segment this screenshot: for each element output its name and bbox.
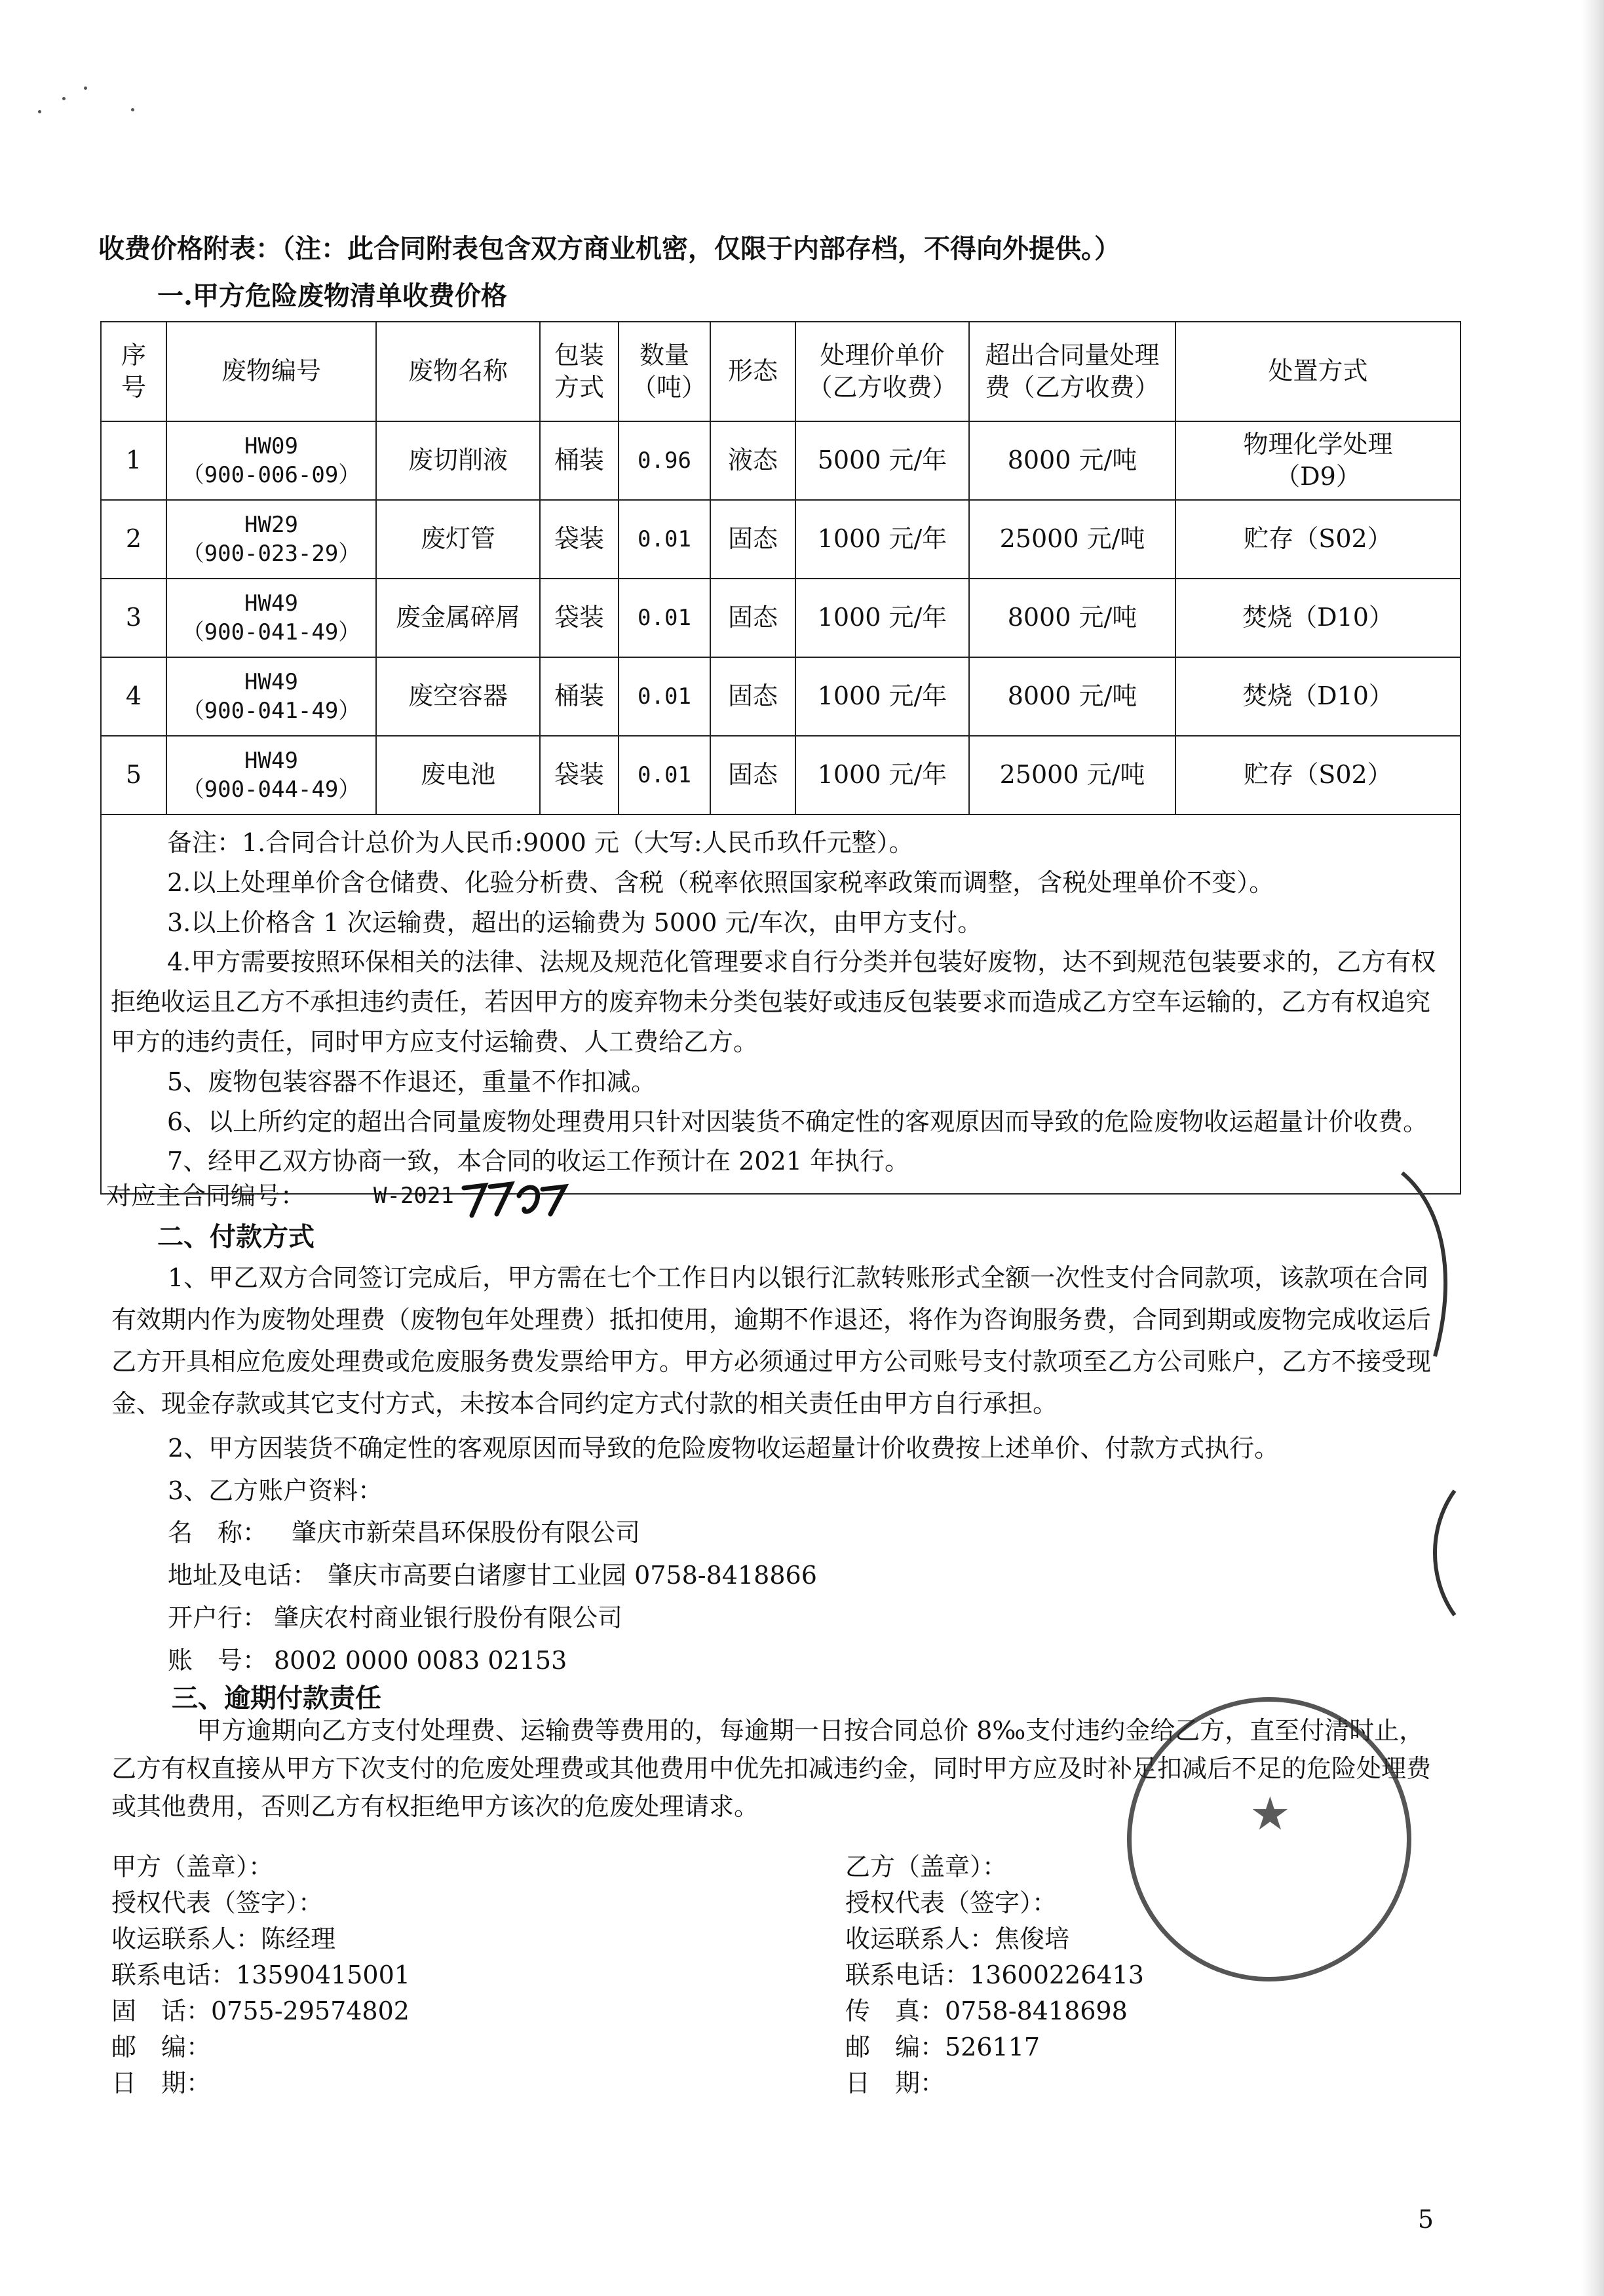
cell-form: 液态 — [710, 421, 795, 500]
cell-pack: 桶装 — [540, 657, 619, 736]
cell-method: 物理化学处理（D9） — [1175, 421, 1461, 500]
table-row — [101, 421, 1461, 500]
cell-form: 固态 — [710, 736, 795, 814]
cell-code: HW49 （900-041-49） — [166, 657, 376, 736]
seal-edge-fragment-2 — [1415, 1487, 1474, 1618]
cell-pack: 袋装 — [540, 736, 619, 814]
cell-method: 焚烧（D10） — [1175, 579, 1461, 657]
cell-method: 焚烧（D10） — [1175, 657, 1461, 736]
cell-name: 废电池 — [376, 736, 540, 814]
section2-title: 二、付款方式 — [157, 1221, 315, 1252]
party-a-phone: 联系电话：13590415001 — [111, 1961, 410, 1989]
account-name-label: 名 称： — [168, 1518, 268, 1547]
party-b-rep: 授权代表（签字）： — [845, 1888, 1058, 1917]
cell-name: 废金属碎屑 — [376, 579, 540, 657]
company-seal-stamp — [1127, 1697, 1411, 1981]
note-3: 3.以上价格含 1 次运输费，超出的运输费为 5000 元/车次，由甲方支付。 — [167, 908, 983, 937]
cell-name: 废灯管 — [376, 500, 540, 579]
table-row — [101, 736, 1461, 814]
party-b-fax: 传 真：0758-8418698 — [845, 1997, 1128, 2025]
cell-over: 8000 元/吨 — [969, 421, 1175, 500]
party-b-seal: 乙方（盖章）： — [845, 1852, 1008, 1881]
section3-title: 三、逾期付款责任 — [172, 1683, 381, 1713]
cell-form: 固态 — [710, 579, 795, 657]
section1-title: 一.甲方危险废物清单收费价格 — [157, 280, 507, 311]
party-a-seal: 甲方（盖章）： — [111, 1852, 274, 1881]
cell-name: 废空容器 — [376, 657, 540, 736]
notes-row — [101, 814, 1461, 1194]
col-header-form: 形态 — [710, 322, 795, 421]
page-number: 5 — [1417, 2205, 1434, 2234]
fee-table — [100, 321, 1461, 1195]
fee-appendix-heading: 收费价格附表：（注：此合同附表包含双方商业机密，仅限于内部存档，不得向外提供。） — [98, 233, 1120, 264]
account-address: 肇庆市高要白诸廖甘工业园 0758-8418866 — [328, 1561, 817, 1590]
account-bank-label: 开户行： — [168, 1603, 268, 1632]
cell-pack: 桶装 — [540, 421, 619, 500]
cell-qty: 0.96 — [619, 421, 710, 500]
note-7: 7、经甲乙双方协商一致，本合同的收运工作预计在 2021 年执行。 — [167, 1147, 910, 1176]
overdue-paragraph: 甲方逾期向乙方支付处理费、运输费等费用的，每逾期一日按合同总价 8‰支付违约金给乙方，直至付清时止，乙方有权直接从甲方下次支付的危废处理费或其他费用中优先扣减违约金，同时甲方应及时补足扣减后不足的危险处理费或其他费用，否则乙方有权拒绝甲方该次的危废处理请求。 — [111, 1716, 1432, 1821]
cell-form: 固态 — [710, 657, 795, 736]
party-a-date: 日 期： — [111, 2069, 212, 2097]
cell-price: 1000 元/年 — [795, 579, 969, 657]
table-row — [101, 579, 1461, 657]
party-b-date: 日 期： — [845, 2069, 945, 2097]
cell-over: 25000 元/吨 — [969, 500, 1175, 579]
cell-price: 1000 元/年 — [795, 657, 969, 736]
cell-no: 3 — [101, 579, 166, 657]
account-number-label: 账 号： — [168, 1646, 268, 1675]
handwritten-contract-suffix — [459, 1176, 570, 1222]
col-header-code: 废物编号 — [166, 322, 376, 421]
account-bank: 肇庆农村商业银行股份有限公司 — [274, 1603, 623, 1632]
cell-over: 8000 元/吨 — [969, 657, 1175, 736]
party-a-contact: 收运联系人：陈经理 — [111, 1924, 336, 1953]
cell-over: 25000 元/吨 — [969, 736, 1175, 814]
table-row — [101, 500, 1461, 579]
main-contract-number: W-2021 — [373, 1183, 454, 1209]
col-header-no: 序号 — [101, 322, 166, 421]
cell-over: 8000 元/吨 — [969, 579, 1175, 657]
cell-qty: 0.01 — [619, 657, 710, 736]
cell-method: 贮存（S02） — [1175, 500, 1461, 579]
cell-code: HW09 （900-006-09） — [166, 421, 376, 500]
cell-pack: 袋装 — [540, 500, 619, 579]
cell-pack: 袋装 — [540, 579, 619, 657]
party-a-post: 邮 编： — [111, 2033, 212, 2061]
note-2: 2.以上处理单价含仓储费、化验分析费、含税（税率依照国家税率政策而调整，含税处理单价不变）。 — [167, 868, 1274, 897]
payment-paragraph-2: 2、甲方因装货不确定性的客观原因而导致的危险废物收运超量计价收费按上述单价、付款方式执行。 — [168, 1434, 1280, 1463]
note-5: 5、废物包装容器不作退还，重量不作扣减。 — [167, 1067, 657, 1096]
party-a-rep: 授权代表（签字）： — [111, 1888, 324, 1917]
cell-qty: 0.01 — [619, 579, 710, 657]
table-row — [101, 657, 1461, 736]
col-header-over: 超出合同量处理费（乙方收费） — [969, 322, 1175, 421]
cell-qty: 0.01 — [619, 736, 710, 814]
cell-qty: 0.01 — [619, 500, 710, 579]
notes-cell — [101, 814, 1461, 1194]
note-1: 备注：1.合同合计总价为人民币:9000 元（大写:人民币玖仟元整）。 — [167, 828, 914, 857]
payment-paragraph-3: 3、乙方账户资料： — [168, 1476, 383, 1505]
party-b-post: 邮 编：526117 — [845, 2033, 1041, 2061]
seal-edge-fragment — [1396, 1166, 1468, 1363]
scan-edge — [1582, 0, 1604, 2296]
note-6: 6、以上所约定的超出合同量废物处理费用只针对因装货不确定性的客观原因而导致的危险废物收运超量计价收费。 — [167, 1107, 1428, 1136]
note-4: 4.甲方需要按照环保相关的法律、法规及规范化管理要求自行分类并包装好废物，达不到规范包装要求的，乙方有权拒绝收运且乙方不承担违约责任，若因甲方的废弃物未分类包装好或违反包装要求而造成乙方空车运输的，乙方有权追究甲方的违约责任，同时甲方应支付运输费、人工费给乙方。 — [111, 947, 1436, 1056]
seal-star-icon: ★ — [1250, 1787, 1291, 1841]
cell-form: 固态 — [710, 500, 795, 579]
cell-code: HW49 （900-044-49） — [166, 736, 376, 814]
col-header-price: 处理价单价（乙方收费） — [795, 322, 969, 421]
table-header-row — [101, 322, 1461, 421]
account-name: 肇庆市新荣昌环保股份有限公司 — [292, 1518, 641, 1547]
cell-no: 1 — [101, 421, 166, 500]
cell-no: 4 — [101, 657, 166, 736]
party-b-contact: 收运联系人：焦俊培 — [845, 1924, 1070, 1953]
account-address-label: 地址及电话： — [168, 1561, 318, 1590]
cell-price: 1000 元/年 — [795, 500, 969, 579]
cell-code: HW49 （900-041-49） — [166, 579, 376, 657]
main-contract-label: 对应主合同编号： — [106, 1181, 306, 1210]
col-header-pack: 包装方式 — [540, 322, 619, 421]
cell-name: 废切削液 — [376, 421, 540, 500]
payment-paragraph-1: 1、甲乙双方合同签订完成后，甲方需在七个工作日内以银行汇款转账形式全额一次性支付合同款项，该款项在合同有效期内作为废物处理费（废物包年处理费）抵扣使用，逾期不作退还，将作为咨询服务费，合同到期或废物完成收运后乙方开具相应危废处理费或危废服务费发票给甲方。甲方必须通过甲方公司账号支付款项至乙方公司账户，乙方不接受现金、现金存款或其它支付方式，未按本合同约定方式付款的相关责任由甲方自行承担。 — [111, 1263, 1432, 1418]
cell-price: 5000 元/年 — [795, 421, 969, 500]
cell-no: 5 — [101, 736, 166, 814]
col-header-name: 废物名称 — [376, 322, 540, 421]
party-a-tel: 固 话：0755-29574802 — [111, 1997, 410, 2025]
cell-code: HW29 （900-023-29） — [166, 500, 376, 579]
cell-price: 1000 元/年 — [795, 736, 969, 814]
col-header-method: 处置方式 — [1175, 322, 1461, 421]
cell-method: 贮存（S02） — [1175, 736, 1461, 814]
col-header-qty: 数量（吨） — [619, 322, 710, 421]
account-number: 8002 0000 0083 02153 — [274, 1646, 567, 1675]
party-b-phone: 联系电话：13600226413 — [845, 1961, 1144, 1989]
cell-no: 2 — [101, 500, 166, 579]
